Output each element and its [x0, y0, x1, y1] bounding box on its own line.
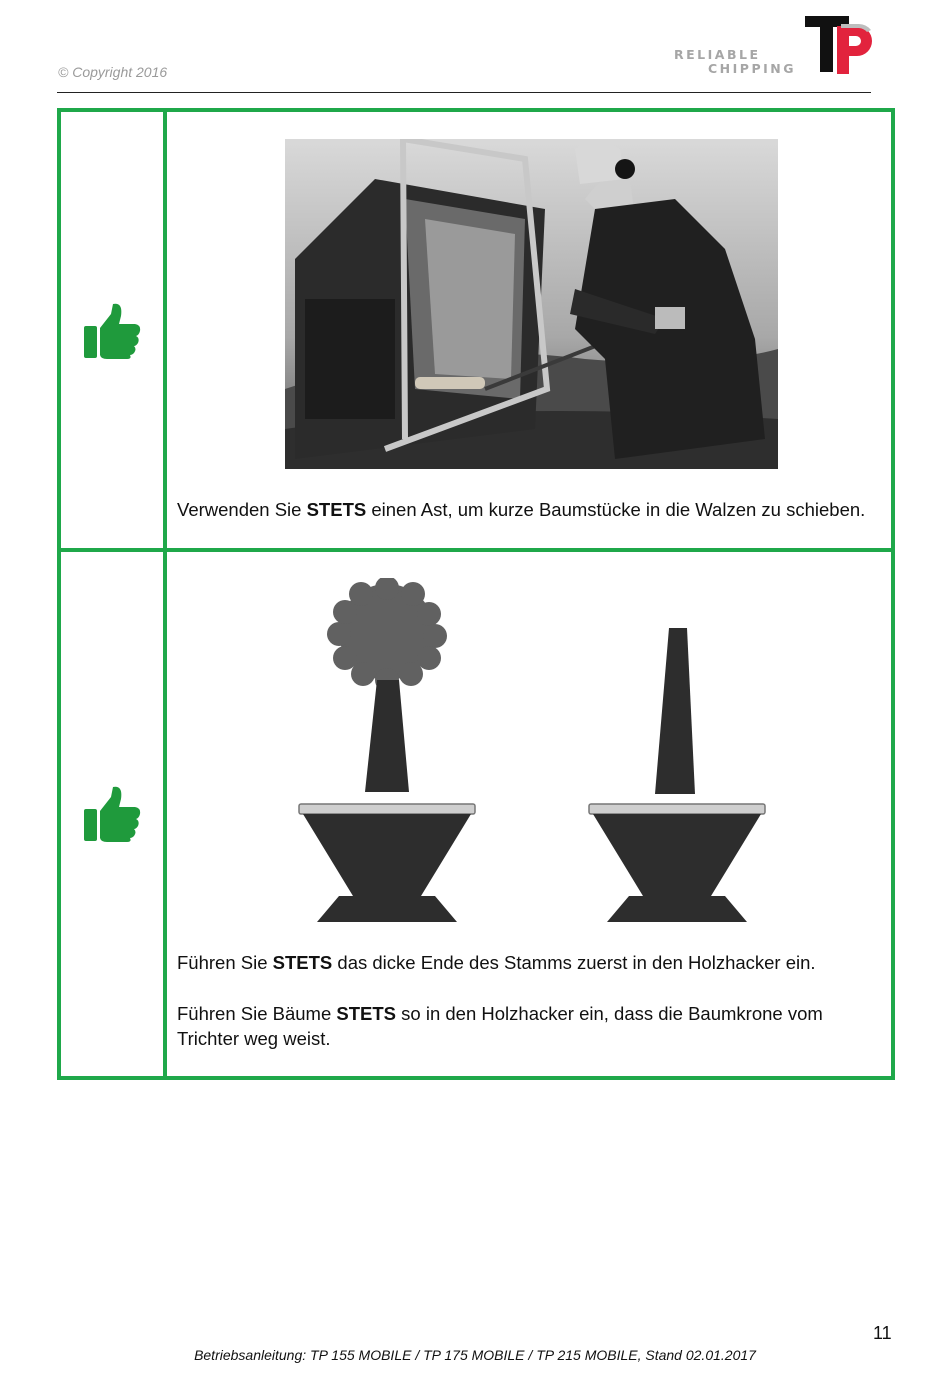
instruction-table — [57, 108, 895, 1080]
tree-with-crown — [327, 578, 447, 792]
row-divider — [61, 548, 891, 552]
brand-line-1: RELIABLE — [674, 47, 761, 62]
brand-tagline — [674, 48, 796, 76]
worker-feeding-branch-photo — [285, 139, 778, 469]
row2-caption2-emphasis: STETS — [336, 1003, 397, 1024]
row2-caption1-pre: Führen Sie — [177, 952, 273, 973]
page-number: 11 — [873, 1323, 892, 1343]
row1-caption-emphasis: STETS — [306, 499, 367, 520]
brand-line-2: CHIPPING — [708, 61, 796, 76]
row2-caption-1 — [177, 950, 877, 975]
row1-caption-post: einen Ast, um kurze Baumstücke in die Walzen zu schieben. — [366, 499, 866, 520]
chipper-hopper-right — [589, 804, 765, 922]
tree-trunk-only — [655, 628, 695, 794]
tree-feeding-diagram — [293, 578, 773, 924]
thumbs-up-icon — [83, 302, 141, 360]
thumbs-up-icon — [83, 785, 141, 843]
column-divider — [163, 112, 167, 1076]
row2-caption2-pre: Führen Sie Bäume — [177, 1003, 337, 1024]
row1-caption — [177, 497, 877, 522]
row1-caption-pre: Verwenden Sie — [177, 499, 307, 520]
copyright-text: © Copyright 2016 — [58, 64, 168, 80]
chipper-hopper-left — [299, 804, 475, 922]
row2-caption1-post: das dicke Ende des Stamms zuerst in den Holzhacker ein. — [332, 952, 816, 973]
row2-caption-2 — [177, 1001, 837, 1051]
header-divider — [57, 92, 871, 93]
row2-caption1-emphasis: STETS — [272, 952, 333, 973]
footer-text: Betriebsanleitung: TP 155 MOBILE / TP 175 MOBILE / TP 215 MOBILE, Stand 02.01.2017 — [194, 1347, 756, 1363]
tp-logo — [803, 14, 877, 76]
row2-caption2-post: so in den Holzhacker ein, dass die Baumkrone vom Trichter weg weist. — [177, 1003, 823, 1049]
